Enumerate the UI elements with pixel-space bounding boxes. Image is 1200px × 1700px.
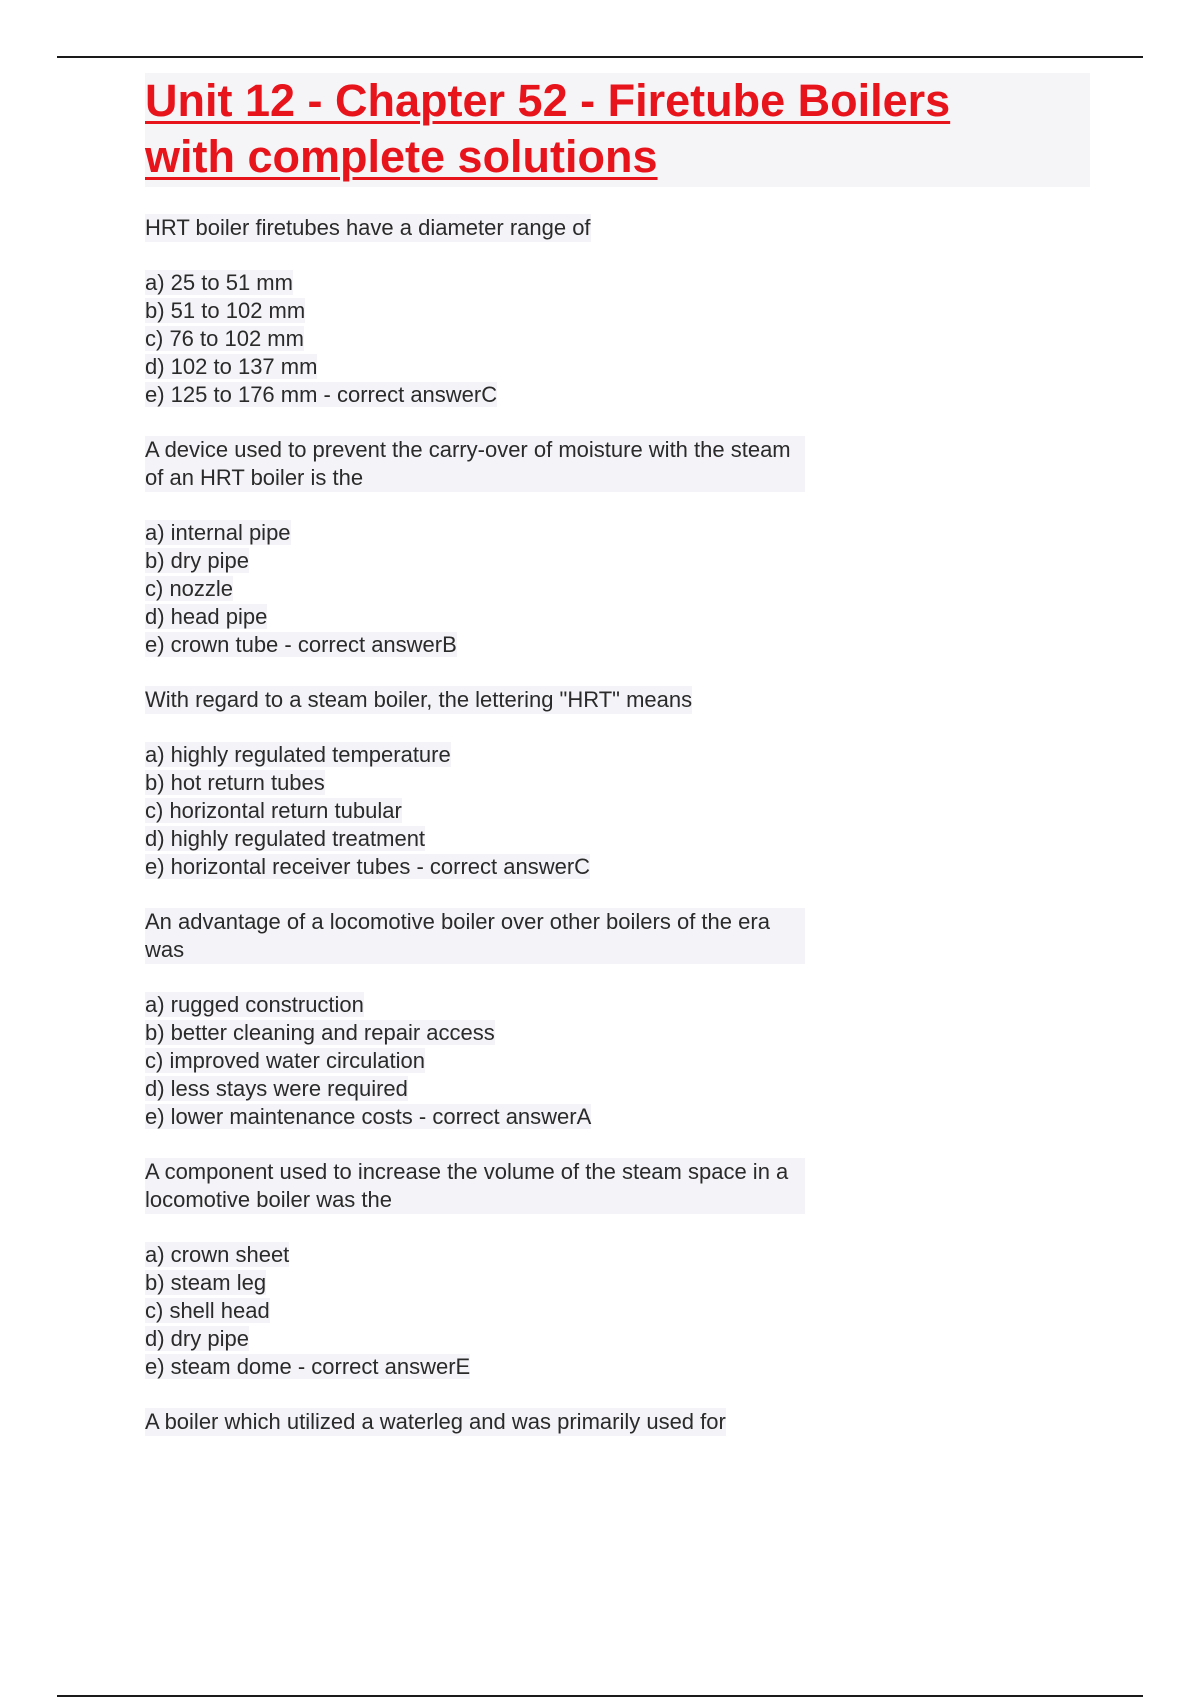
answer-options bbox=[145, 991, 1090, 1131]
document-title bbox=[145, 73, 1090, 185]
option-e: e) crown tube - correct answerB bbox=[145, 632, 457, 657]
question-1 bbox=[145, 214, 1090, 409]
top-rule bbox=[57, 56, 1143, 58]
option-b: b) hot return tubes bbox=[145, 770, 325, 795]
option-a: a) crown sheet bbox=[145, 1242, 290, 1267]
option-a: a) internal pipe bbox=[145, 520, 291, 545]
option-d: d) 102 to 137 mm bbox=[145, 354, 318, 379]
question-6 bbox=[145, 1408, 1090, 1436]
question-5 bbox=[145, 1158, 1090, 1381]
answer-options bbox=[145, 741, 1090, 881]
bottom-rule bbox=[57, 1695, 1143, 1697]
option-b: b) steam leg bbox=[145, 1270, 267, 1295]
answer-options bbox=[145, 1241, 1090, 1381]
option-c: c) shell head bbox=[145, 1298, 270, 1323]
option-c: c) nozzle bbox=[145, 576, 234, 601]
option-a: a) rugged construction bbox=[145, 992, 364, 1017]
option-b: b) 51 to 102 mm bbox=[145, 298, 306, 323]
question-text: With regard to a steam boiler, the lettering "HRT" means bbox=[145, 687, 693, 712]
option-e: e) lower maintenance costs - correct answerA bbox=[145, 1104, 592, 1129]
question-4 bbox=[145, 908, 1090, 1131]
option-c: c) 76 to 102 mm bbox=[145, 326, 304, 351]
title-block bbox=[145, 73, 1090, 187]
option-a: a) highly regulated temperature bbox=[145, 742, 451, 767]
option-a: a) 25 to 51 mm bbox=[145, 270, 293, 295]
question-text: A component used to increase the volume of the steam space in a locomotive boiler was the bbox=[145, 1158, 805, 1214]
option-c: c) horizontal return tubular bbox=[145, 798, 402, 823]
option-b: b) better cleaning and repair access bbox=[145, 1020, 495, 1045]
option-b: b) dry pipe bbox=[145, 548, 249, 573]
option-e: e) 125 to 176 mm - correct answerC bbox=[145, 382, 498, 407]
option-c: c) improved water circulation bbox=[145, 1048, 425, 1073]
option-d: d) less stays were required bbox=[145, 1076, 408, 1101]
answer-options bbox=[145, 519, 1090, 659]
title-line-1: Unit 12 - Chapter 52 - Firetube Boilers bbox=[145, 75, 951, 126]
option-d: d) highly regulated treatment bbox=[145, 826, 426, 851]
question-2 bbox=[145, 436, 1090, 659]
option-d: d) dry pipe bbox=[145, 1326, 249, 1351]
question-3 bbox=[145, 686, 1090, 881]
option-e: e) steam dome - correct answerE bbox=[145, 1354, 471, 1379]
answer-options bbox=[145, 269, 1090, 409]
document-body bbox=[145, 73, 1090, 1463]
question-text: HRT boiler firetubes have a diameter range of bbox=[145, 215, 591, 240]
option-d: d) head pipe bbox=[145, 604, 268, 629]
option-e: e) horizontal receiver tubes - correct answerC bbox=[145, 854, 591, 879]
title-line-2: with complete solutions bbox=[145, 131, 658, 182]
question-text: A boiler which utilized a waterleg and was primarily used for bbox=[145, 1409, 726, 1434]
question-text: A device used to prevent the carry-over of moisture with the steam of an HRT boiler is the bbox=[145, 436, 805, 492]
question-text: An advantage of a locomotive boiler over other boilers of the era was bbox=[145, 908, 805, 964]
